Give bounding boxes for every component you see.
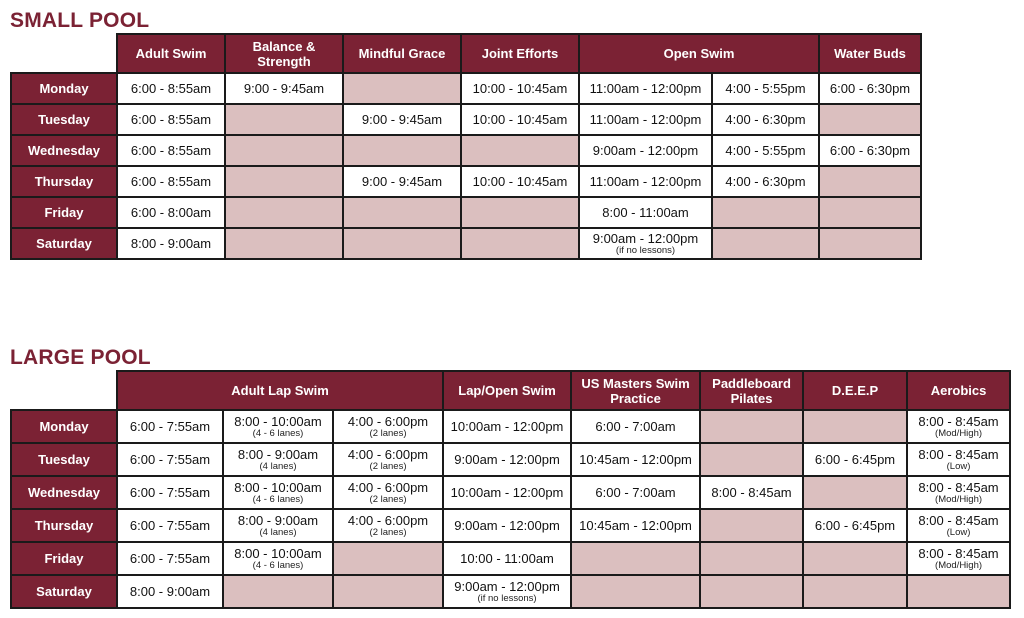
- table-row: [11, 135, 921, 166]
- large-pool-header-row: [11, 371, 1010, 410]
- cell-note: (Low): [946, 527, 971, 538]
- day-label: Tuesday: [11, 104, 117, 135]
- day-label: Monday: [11, 410, 117, 443]
- empty-cell: [571, 542, 700, 575]
- schedule-cell: 9:00 - 9:45am: [343, 104, 461, 135]
- schedule-cell: [223, 410, 333, 443]
- schedule-cell: [223, 542, 333, 575]
- schedule-cell: 10:00am - 12:00pm: [443, 476, 571, 509]
- empty-cell: [461, 197, 579, 228]
- cell-time: 8:00 - 8:45am: [918, 447, 999, 462]
- header-lap-open-swim: Lap/Open Swim: [443, 371, 571, 410]
- schedule-cell: 4:00 - 6:30pm: [712, 104, 819, 135]
- empty-cell: [343, 135, 461, 166]
- cell-time: 8:00 - 8:45am: [918, 513, 999, 528]
- empty-cell: [333, 575, 443, 608]
- schedule-cell: 8:00 - 11:00am: [579, 197, 712, 228]
- empty-cell: [712, 228, 819, 259]
- schedule-cell: 6:00 - 8:55am: [117, 135, 225, 166]
- schedule-cell: 10:00 - 11:00am: [443, 542, 571, 575]
- cell-note: (4 lanes): [259, 527, 297, 538]
- cell-note: (4 - 6 lanes): [252, 428, 304, 439]
- cell-time: 9:00am - 12:00pm: [454, 579, 560, 594]
- empty-cell: [803, 410, 907, 443]
- header-joint-efforts: Joint Efforts: [461, 34, 579, 73]
- schedule-cell: [907, 542, 1010, 575]
- schedule-cell: 6:00 - 7:00am: [571, 476, 700, 509]
- cell-note: (if no lessons): [615, 245, 676, 256]
- empty-cell: [333, 542, 443, 575]
- header-deep: D.E.E.P: [803, 371, 907, 410]
- cell-note: (Mod/High): [935, 560, 983, 571]
- schedule-cell: 10:00 - 10:45am: [461, 166, 579, 197]
- schedule-cell: 9:00am - 12:00pm: [443, 509, 571, 542]
- header-balance-strength: Balance & Strength: [225, 34, 343, 73]
- schedule-cell: 10:00 - 10:45am: [461, 104, 579, 135]
- empty-cell: [343, 73, 461, 104]
- cell-note: (if no lessons): [477, 593, 537, 604]
- schedule-cell: [223, 509, 333, 542]
- cell-note: (2 lanes): [369, 527, 407, 538]
- schedule-cell: 6:00 - 7:00am: [571, 410, 700, 443]
- cell-time: 4:00 - 6:00pm: [347, 447, 429, 462]
- empty-cell: [819, 104, 921, 135]
- cell-note: (Low): [946, 461, 971, 472]
- schedule-cell: [333, 509, 443, 542]
- schedule-cell: [333, 410, 443, 443]
- schedule-cell: 6:00 - 7:55am: [117, 476, 223, 509]
- header-open-swim: Open Swim: [579, 34, 819, 73]
- schedule-cell: 8:00 - 8:45am: [700, 476, 803, 509]
- cell-note: (2 lanes): [369, 461, 407, 472]
- empty-cell: [343, 228, 461, 259]
- schedule-cell: 9:00 - 9:45am: [343, 166, 461, 197]
- schedule-cell: 8:00 - 9:00am: [117, 575, 223, 608]
- header-adult-lap-swim: Adult Lap Swim: [117, 371, 443, 410]
- cell-time: 8:00 - 8:45am: [918, 546, 999, 561]
- schedule-cell: 4:00 - 5:55pm: [712, 73, 819, 104]
- empty-cell: [819, 228, 921, 259]
- schedule-cell: 8:00 - 9:00am: [117, 228, 225, 259]
- large-pool-title: LARGE POOL: [10, 346, 151, 369]
- small-pool-title: SMALL POOL: [10, 9, 150, 32]
- empty-cell: [225, 135, 343, 166]
- schedule-cell: 4:00 - 6:30pm: [712, 166, 819, 197]
- empty-cell: [225, 104, 343, 135]
- schedule-cell: 11:00am - 12:00pm: [579, 73, 712, 104]
- schedule-cell: 6:00 - 8:55am: [117, 104, 225, 135]
- schedule-cell: 6:00 - 7:55am: [117, 542, 223, 575]
- table-row: [11, 476, 1010, 509]
- schedule-cell: 6:00 - 8:55am: [117, 73, 225, 104]
- schedule-cell: 6:00 - 6:45pm: [803, 443, 907, 476]
- schedule-cell: 10:45am - 12:00pm: [571, 443, 700, 476]
- cell-time: 4:00 - 6:00pm: [347, 480, 429, 495]
- schedule-cell: [333, 476, 443, 509]
- schedule-cell: [223, 476, 333, 509]
- schedule-cell: 10:45am - 12:00pm: [571, 509, 700, 542]
- header-us-masters: US Masters Swim Practice: [571, 371, 700, 410]
- table-row: [11, 575, 1010, 608]
- schedule-cell: [907, 509, 1010, 542]
- header-water-buds: Water Buds: [819, 34, 921, 73]
- cell-time: 8:00 - 9:00am: [237, 513, 319, 528]
- schedule-cell: [223, 443, 333, 476]
- empty-cell: [700, 443, 803, 476]
- schedule-cell: 6:00 - 8:55am: [117, 166, 225, 197]
- header-paddleboard-pilates: Paddleboard Pilates: [700, 371, 803, 410]
- header-mindful-grace: Mindful Grace: [343, 34, 461, 73]
- empty-cell: [819, 166, 921, 197]
- empty-cell: [700, 509, 803, 542]
- day-label: Tuesday: [11, 443, 117, 476]
- empty-cell: [343, 197, 461, 228]
- table-row: [11, 509, 1010, 542]
- table-row: [11, 542, 1010, 575]
- empty-cell: [461, 228, 579, 259]
- day-label: Thursday: [11, 166, 117, 197]
- schedule-cell: 4:00 - 5:55pm: [712, 135, 819, 166]
- schedule-cell: 6:00 - 7:55am: [117, 410, 223, 443]
- cell-note: (Mod/High): [935, 428, 983, 439]
- schedule-cell: [907, 476, 1010, 509]
- schedule-cell: 6:00 - 6:45pm: [803, 509, 907, 542]
- empty-cell: [803, 476, 907, 509]
- cell-note: (4 - 6 lanes): [252, 560, 304, 571]
- schedule-cell: [907, 443, 1010, 476]
- schedule-cell: 11:00am - 12:00pm: [579, 166, 712, 197]
- empty-cell: [700, 410, 803, 443]
- schedule-cell: 9:00am - 12:00pm: [443, 443, 571, 476]
- cell-time: 9:00am - 12:00pm: [592, 231, 699, 246]
- schedule-cell: 6:00 - 7:55am: [117, 509, 223, 542]
- schedule-cell: 11:00am - 12:00pm: [579, 104, 712, 135]
- table-row: [11, 73, 921, 104]
- empty-cell: [700, 542, 803, 575]
- empty-cell: [700, 575, 803, 608]
- small-pool-table: [10, 33, 922, 260]
- empty-cell: [803, 575, 907, 608]
- empty-cell: [225, 228, 343, 259]
- schedule-cell: [907, 410, 1010, 443]
- cell-time: 8:00 - 10:00am: [234, 546, 322, 561]
- cell-note: (2 lanes): [369, 428, 407, 439]
- schedule-cell: 6:00 - 6:30pm: [819, 135, 921, 166]
- schedule-cell: [443, 575, 571, 608]
- day-label: Friday: [11, 197, 117, 228]
- day-label: Monday: [11, 73, 117, 104]
- empty-cell: [819, 197, 921, 228]
- day-label: Friday: [11, 542, 117, 575]
- table-row: [11, 197, 921, 228]
- day-label: Saturday: [11, 228, 117, 259]
- empty-cell: [461, 135, 579, 166]
- empty-cell: [712, 197, 819, 228]
- schedule-cell: [579, 228, 712, 259]
- cell-time: 4:00 - 6:00pm: [347, 513, 429, 528]
- day-label: Saturday: [11, 575, 117, 608]
- schedule-cell: [333, 443, 443, 476]
- table-row: [11, 104, 921, 135]
- schedule-cell: 10:00am - 12:00pm: [443, 410, 571, 443]
- day-label: Wednesday: [11, 135, 117, 166]
- empty-cell: [803, 542, 907, 575]
- cell-note: (Mod/High): [935, 494, 983, 505]
- cell-time: 4:00 - 6:00pm: [347, 414, 429, 429]
- empty-cell: [225, 197, 343, 228]
- empty-cell: [571, 575, 700, 608]
- empty-cell: [223, 575, 333, 608]
- schedule-cell: 9:00 - 9:45am: [225, 73, 343, 104]
- cell-time: 8:00 - 10:00am: [234, 414, 322, 429]
- schedule-cell: 9:00am - 12:00pm: [579, 135, 712, 166]
- cell-time: 8:00 - 9:00am: [237, 447, 319, 462]
- schedule-cell: 6:00 - 8:00am: [117, 197, 225, 228]
- header-aerobics: Aerobics: [907, 371, 1010, 410]
- table-row: [11, 228, 921, 259]
- cell-note: (4 - 6 lanes): [252, 494, 304, 505]
- day-label: Thursday: [11, 509, 117, 542]
- cell-time: 8:00 - 8:45am: [918, 480, 999, 495]
- header-adult-swim: Adult Swim: [117, 34, 225, 73]
- large-pool-table: [10, 370, 1011, 609]
- table-row: [11, 410, 1010, 443]
- schedule-cell: 6:00 - 7:55am: [117, 443, 223, 476]
- cell-note: (4 lanes): [259, 461, 297, 472]
- cell-time: 8:00 - 8:45am: [918, 414, 999, 429]
- schedule-cell: 10:00 - 10:45am: [461, 73, 579, 104]
- table-row: [11, 443, 1010, 476]
- day-label: Wednesday: [11, 476, 117, 509]
- schedule-cell: 6:00 - 6:30pm: [819, 73, 921, 104]
- table-row: [11, 166, 921, 197]
- cell-note: (2 lanes): [369, 494, 407, 505]
- empty-cell: [907, 575, 1010, 608]
- cell-time: 8:00 - 10:00am: [234, 480, 322, 495]
- empty-cell: [225, 166, 343, 197]
- small-pool-header-row: [11, 34, 921, 73]
